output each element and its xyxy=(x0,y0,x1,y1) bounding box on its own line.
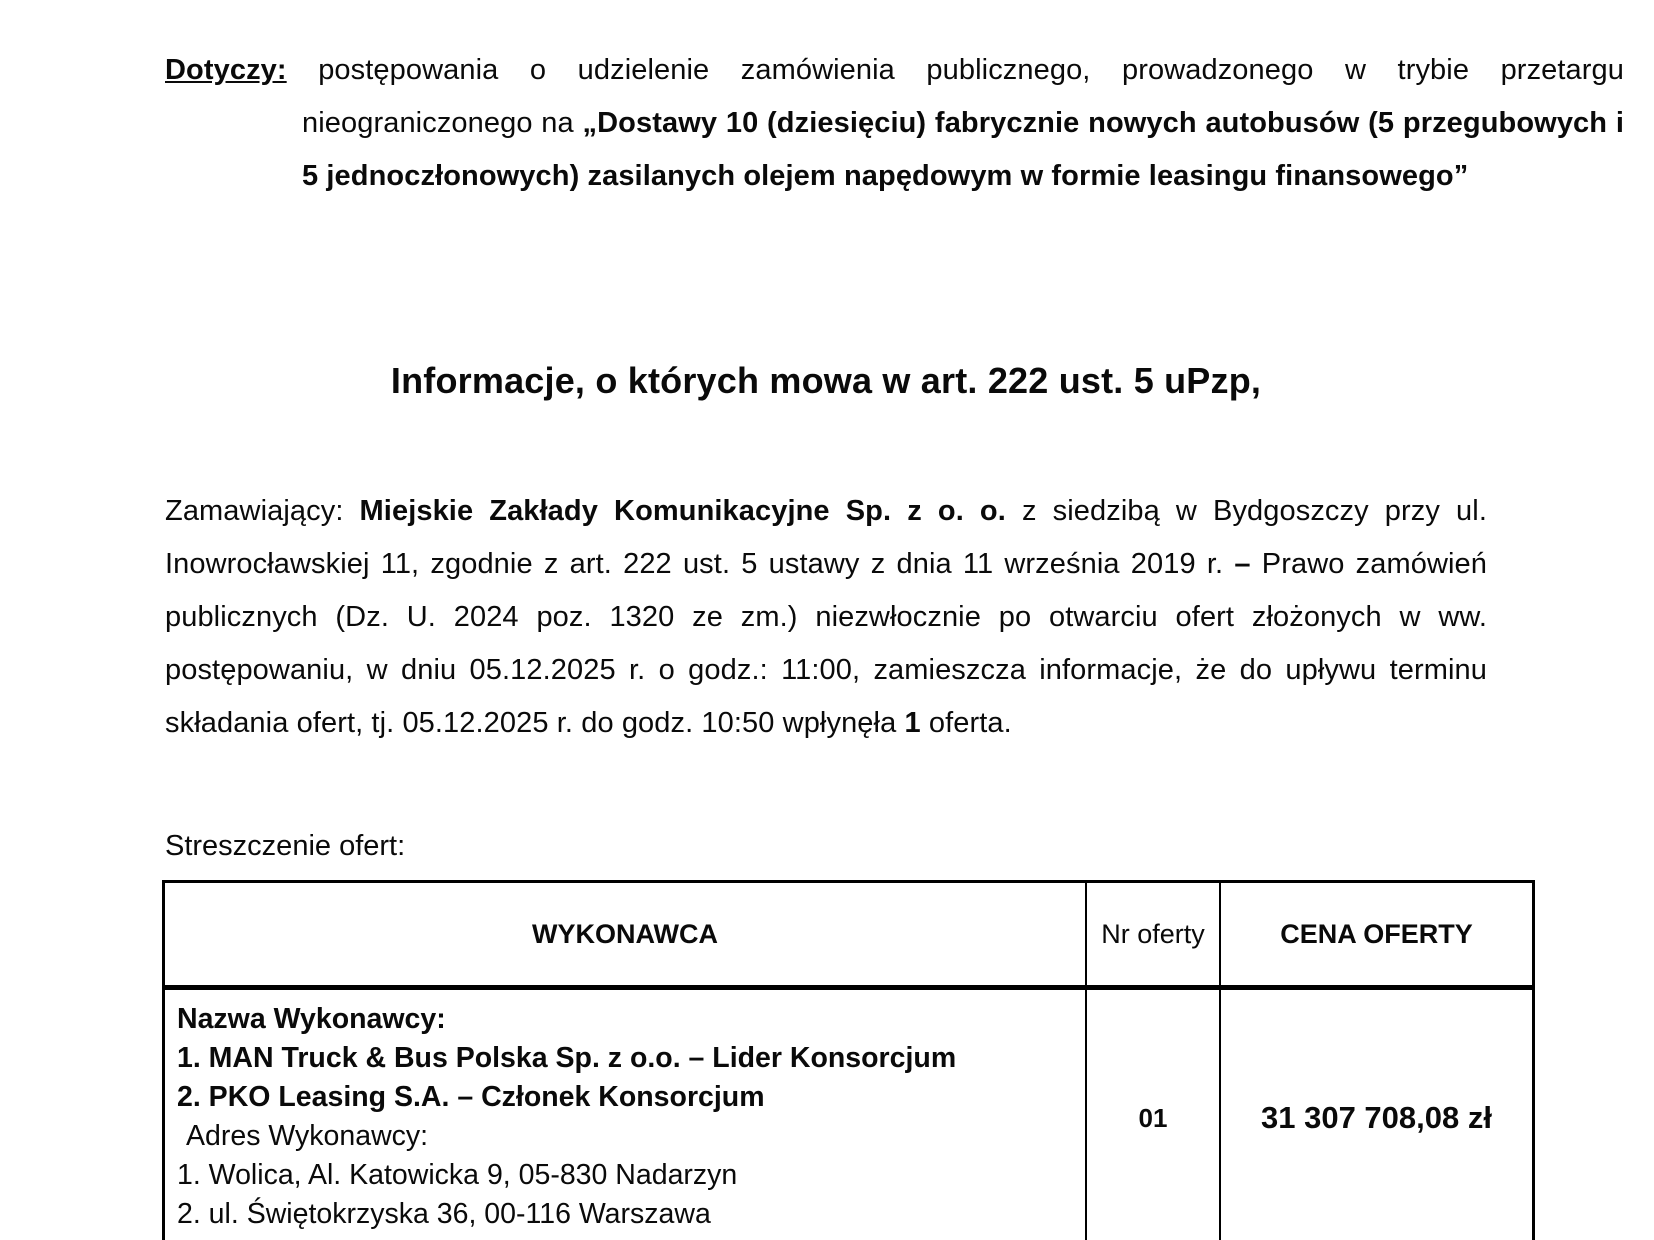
body-dash: – xyxy=(1234,548,1251,580)
cell-wykonawca xyxy=(164,988,1087,1240)
page-title: Informacje, o których mowa w art. 222 ust. 5 uPzp, xyxy=(390,360,1262,401)
col-header-nr-oferty: Nr oferty xyxy=(1086,882,1220,988)
offer-count: 1 xyxy=(904,707,921,739)
body-text-1: Zamawiający: xyxy=(165,495,360,527)
dotyczy-label: Dotyczy: xyxy=(165,54,287,86)
summary-label: Streszczenie ofert: xyxy=(165,830,406,862)
table-row xyxy=(164,988,1534,1240)
contractor-name-label: Nazwa Wykonawcy: xyxy=(177,1003,446,1035)
contractor-address-1: 1. Wolica, Al. Katowicka 9, 05-830 Nadarzyn xyxy=(177,1159,738,1191)
col-header-cena-oferty: CENA OFERTY xyxy=(1220,882,1534,988)
dotyczy-subject-bold: „Dostawy 10 (dziesięciu) fabrycznie nowych autobusów (5 przegubowych i 5 jednoczłonowych) zasilanych olejem napędowym w formie leasingu finansowego” xyxy=(302,107,1625,192)
col-header-wykonawca: WYKONAWCA xyxy=(164,882,1087,988)
contractor-address-2: 2. ul. Świętokrzyska 36, 00-116 Warszawa xyxy=(177,1198,711,1230)
cell-offer-price: 31 307 708,08 zł xyxy=(1220,988,1534,1240)
body-text-4: oferta. xyxy=(920,707,1012,739)
dotyczy-paragraph xyxy=(165,44,1624,203)
contracting-authority-name: Miejskie Zakłady Komunikacyjne Sp. z o. o. xyxy=(359,495,1006,527)
main-paragraph xyxy=(165,485,1487,750)
body-text-2: z siedzibą w Bydgoszczy przy ul. Inowrocławskiej 11, zgodnie z art. 222 ust. 5 ustawy z dnia 11 września 2019 r. xyxy=(165,495,1487,580)
offers-table xyxy=(162,880,1535,1240)
table-header-row xyxy=(164,882,1534,988)
contractor-name-1: 1. MAN Truck & Bus Polska Sp. z o.o. – Lider Konsorcjum xyxy=(177,1042,957,1074)
contractor-address-label: Adres Wykonawcy: xyxy=(186,1120,429,1152)
cell-offer-number: 01 xyxy=(1086,988,1220,1240)
dotyczy-text-regular: postępowania o udzielenie zamówienia publicznego, prowadzonego w trybie przetargu nieograniczonego na xyxy=(286,54,1624,139)
body-text-3: Prawo zamówień publicznych (Dz. U. 2024 poz. 1320 ze zm.) niezwłocznie po otwarciu ofert złożonych w ww. postępowaniu, w dniu 05.12.2025 r. o godz.: 11:00, zamieszcza informacje, że do upływu terminu składania ofert, tj. 05.12.2025 r. do godz. 10:50 wpłynęła xyxy=(165,548,1488,739)
contractor-name-2: 2. PKO Leasing S.A. – Członek Konsorcjum xyxy=(177,1081,765,1113)
